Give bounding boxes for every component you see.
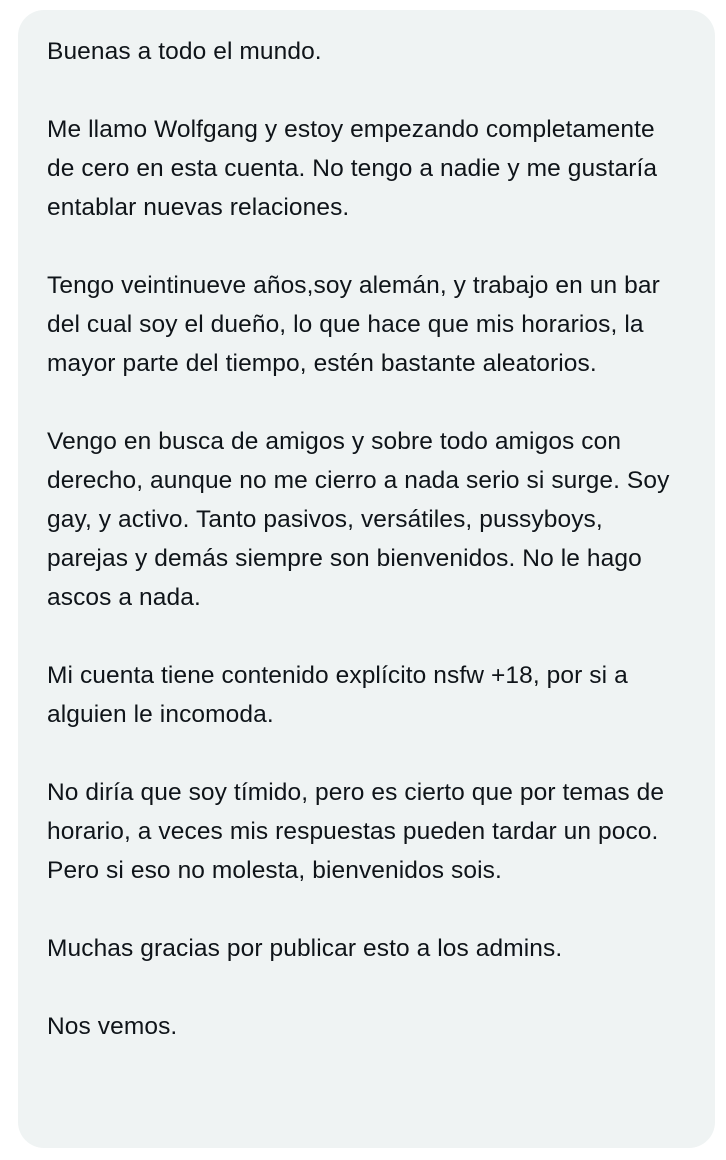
message-paragraph: No diría que soy tímido, pero es cierto que por temas de horario, a veces mis respuestas pueden tardar un poco. Pero si eso no molesta, bienvenidos sois. bbox=[47, 779, 665, 884]
message-paragraph: Vengo en busca de amigos y sobre todo amigos con derecho, aunque no me cierro a nada serio si surge. Soy gay, y activo. Tanto pasivos, versátiles, pussyboys, parejas y demás siempre son bienvenidos. No le hago ascos a nada. bbox=[47, 428, 670, 611]
message-bubble bbox=[18, 10, 715, 1148]
message-paragraph: Mi cuenta tiene contenido explícito nsfw +18, por si a alguien le incomoda. bbox=[47, 662, 628, 728]
message-paragraph: Tengo veintinueve años,soy alemán, y trabajo en un bar del cual soy el dueño, lo que hace que mis horarios, la mayor parte del tiempo, estén bastante aleatorios. bbox=[47, 272, 660, 377]
message-paragraph: Nos vemos. bbox=[47, 1013, 178, 1040]
message-paragraph: Muchas gracias por publicar esto a los admins. bbox=[47, 935, 563, 962]
message-paragraph: Buenas a todo el mundo. bbox=[47, 38, 322, 65]
message-paragraph: Me llamo Wolfgang y estoy empezando completamente de cero en esta cuenta. No tengo a nadie y me gustaría entablar nuevas relaciones. bbox=[47, 116, 658, 221]
